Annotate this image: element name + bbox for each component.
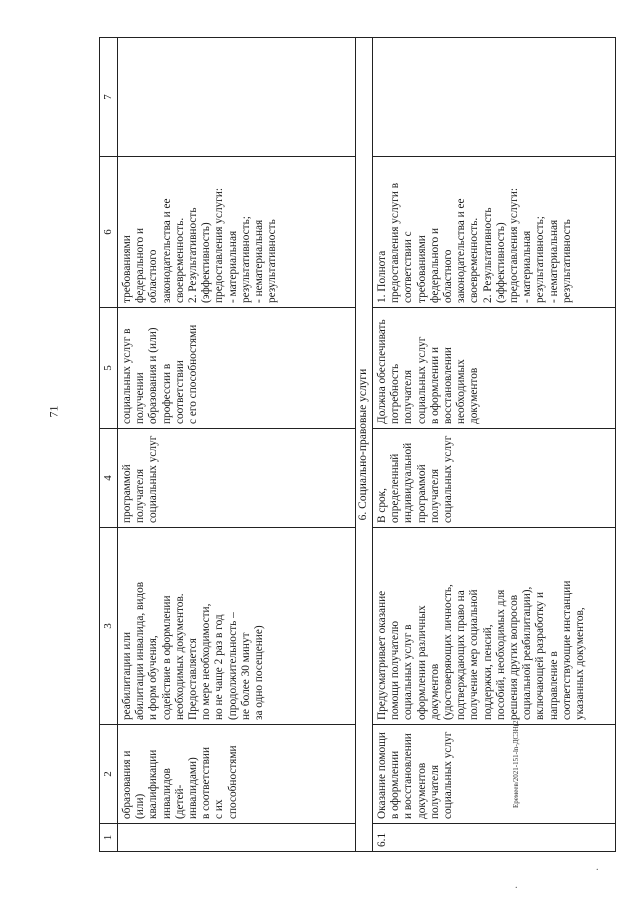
table-cell: программой получателя социальных услуг [118, 429, 356, 528]
table-cell: Должна обеспечивать потребность получателя социальных услуг в оформлении и восстановлении необходимых документов [373, 308, 616, 429]
table-cell: 1. Полнота предоставления услуги в соответствии с требованиями федерального и областного законодательства и ее своевременность. 2. Результативность (эффективность) предоставления услуги: - материальная результативность; - нематериальная результативность [373, 157, 616, 308]
scan-speck: . [515, 880, 518, 891]
table-row-continued [118, 38, 356, 852]
header-cell: 6 [100, 157, 118, 308]
page-number: 71 [46, 405, 61, 418]
document-code: Еремеев/2021-151-ln-ДСЗН(2) [512, 718, 520, 808]
table-cell: требованиями федерального и областного законодательства и ее своевременность. 2. Результативность (эффективность) предоставления услуги: - материальная результативность; - нематериальная результативность [118, 157, 356, 308]
table-cell: Предусматривает оказание помощи получателю социальных услуг в оформлении различных документов (удостоверяющих личность, подтверждающих право на получение мер социальной поддержки, пенсий, пособий, необходимых для решения других вопросов социальной реабилитации), включающей разработку и направление в соответствующие инстанции указанных документов, [373, 528, 616, 725]
header-cell: 3 [100, 528, 118, 725]
header-cell: 2 [100, 725, 118, 824]
header-cell: 4 [100, 429, 118, 528]
header-cell: 1 [100, 824, 118, 852]
table-cell: Оказание помощи в оформлении и восстановлении документов получателя социальных услуг [373, 725, 616, 824]
table-cell [118, 38, 356, 157]
table-cell [373, 38, 616, 157]
table-cell: 6.1 [373, 824, 616, 852]
table-cell [118, 824, 356, 852]
table-cell: реабилитации или абилитации инвалида, видов и форм обучения, содействие в оформлении необходимых документов. Предоставляется по мере необходимости, но не чаще 2 раз в год (продолжительность – не более 30 минут за одно посещение) [118, 528, 356, 725]
section-row [356, 38, 373, 852]
scan-speck: . [596, 862, 599, 873]
section-title: 6. Социально-правовые услуги [356, 38, 373, 852]
table-header-row [100, 38, 118, 852]
table-row-6-1 [373, 38, 616, 852]
header-cell: 7 [100, 38, 118, 157]
services-table-rotated [99, 38, 616, 852]
header-cell: 5 [100, 308, 118, 429]
table-cell: образования и (или) квалификации инвалидов (детей- инвалидами) в соответствии с их способностями [118, 725, 356, 824]
table-cell: В срок, определенный индивидуальной программой получателя социальных услуг [373, 429, 616, 528]
table-cell: социальных услуг в получении образования и (или) профессии в соответствии с его способностями [118, 308, 356, 429]
services-table [99, 37, 616, 852]
